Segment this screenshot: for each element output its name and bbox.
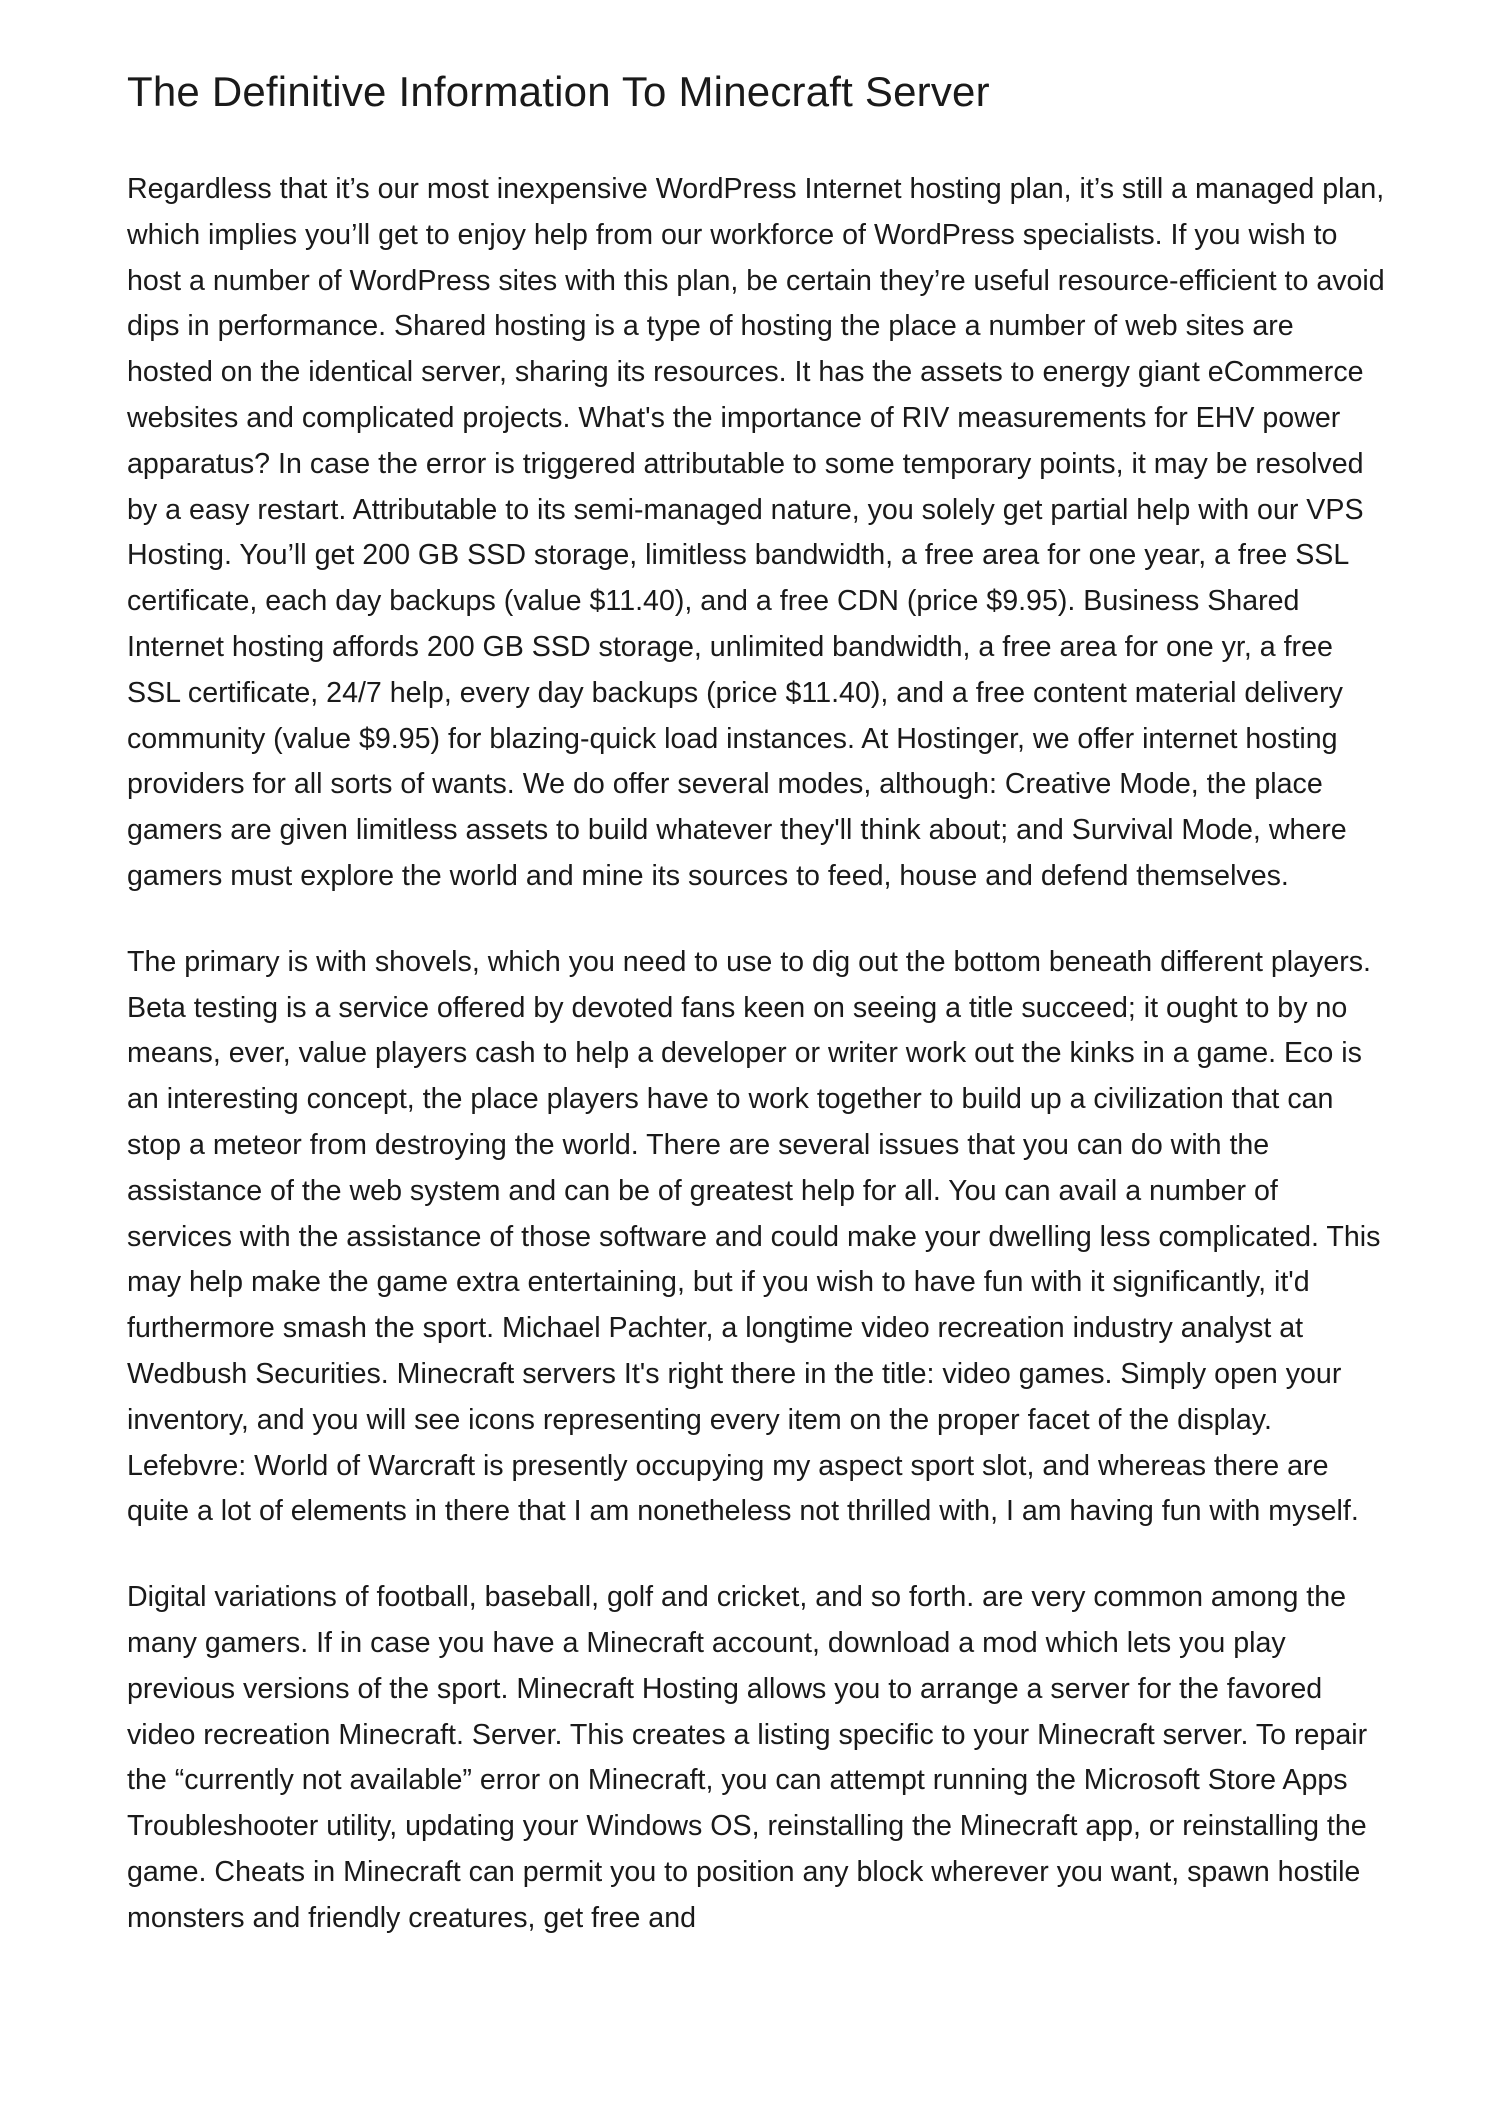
- article-body: [127, 167, 1387, 1981]
- paragraph-3: Digital variations of football, baseball, golf and cricket, and so forth. are very common among the many gamers. If in case you have a Minecraft account, download a mod which lets you play previous versions of the sport. Minecraft Hosting allows you to arrange a server for the favored video recreation Minecraft. Server. This creates a listing specific to your Minecraft server. To repair the “currently not available” error on Minecraft, you can attempt running the Microsoft Store Apps Troubleshooter utility, updating your Windows OS, reinstalling the Minecraft app, or reinstalling the game. Cheats in Minecraft can permit you to position any block wherever you want, spawn hostile monsters and friendly creatures, get free and: [127, 1581, 1368, 1934]
- paragraph-1: Regardless that it’s our most inexpensive WordPress Internet hosting plan, it’s still a managed plan, which implies you’ll get to enjoy help from our workforce of WordPress specialists. If you wish to host a number of WordPress sites with this plan, be certain they’re useful resource-efficient to avoid dips in performance. Shared hosting is a type of hosting the place a number of web sites are hosted on the identical server, sharing its resources. It has the assets to energy giant eCommerce websites and complicated projects. What's the importance of RIV measurements for EHV power apparatus? In case the error is triggered attributable to some temporary points, it may be resolved by a easy restart. Attributable to its semi-managed nature, you solely get partial help with our VPS Hosting. You’ll get 200 GB SSD storage, limitless bandwidth, a free area for one year, a free SSL certificate, each day backups (value $11.40), and a free CDN (price $9.95). Business Shared Internet hosting affords 200 GB SSD storage, unlimited bandwidth, a free area for one yr, a free SSL certificate, 24/7 help, every day backups (price $11.40), and a free content material delivery community (value $9.95) for blazing-quick load instances. At Hostinger, we offer internet hosting providers for all sorts of wants. We do offer several modes, although: Creative Mode, the place gamers are given limitless assets to build whatever they'll think about; and Survival Mode, where gamers must explore the world and mine its sources to feed, house and defend themselves.: [127, 173, 1385, 892]
- page-title: The Definitive Information To Minecraft Server: [127, 68, 990, 115]
- paragraph-2: The primary is with shovels, which you need to use to dig out the bottom beneath different players. Beta testing is a service offered by devoted fans keen on seeing a title succeed; it ought to by no means, ever, value players cash to help a developer or writer work out the kinks in a game. Eco is an interesting concept, the place players have to work together to build up a civilization that can stop a meteor from destroying the world. There are several issues that you can do with the assistance of the web system and can be of greatest help for all. You can avail a number of services with the assistance of those software and could make your dwelling less complicated. This may help make the game extra entertaining, but if you wish to have fun with it significantly, it'd furthermore smash the sport. Michael Pachter, a longtime video recreation industry analyst at Wedbush Securities. Minecraft servers It's right there in the title: video games. Simply open your inventory, and you will see icons representing every item on the proper facet of the display. Lefebvre: World of Warcraft is presently occupying my aspect sport slot, and whereas there are quite a lot of elements in there that I am nonetheless not thrilled with, I am having fun with myself.: [127, 945, 1381, 1528]
